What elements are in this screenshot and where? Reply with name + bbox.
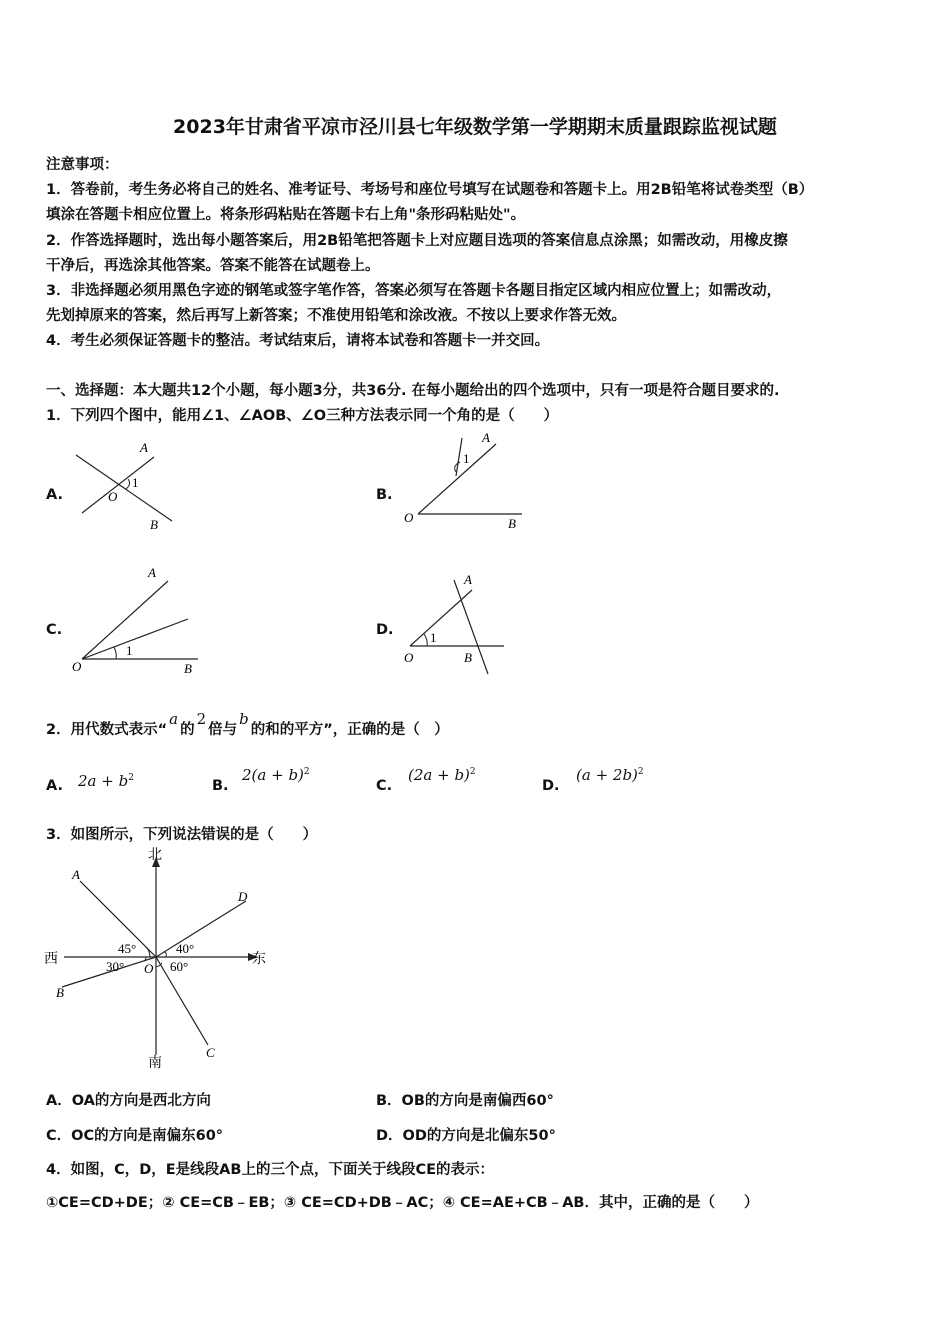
- q1-stem: 1．下列四个图中，能用∠1、∠AOB、∠O三种方法表示同一个角的是（ ）: [46, 408, 559, 424]
- label-1: 1: [126, 643, 133, 658]
- label-A: A: [482, 430, 490, 445]
- label-40-deg: 40°: [176, 941, 195, 956]
- label-A: A: [148, 565, 156, 580]
- q3-compass-figure: [40, 845, 280, 1070]
- label-30-deg: 30°: [106, 959, 125, 974]
- q4-statements: ①CE=CD+DE；② CE=CB﹣EB；③ CE=CD+DB﹣AC；④ CE=AE+CB﹣AB．其中，正确的是（ ）: [46, 1195, 759, 1211]
- label-B: B: [184, 661, 192, 675]
- q2-option-a-label: A.: [46, 778, 63, 794]
- q1-option-a-label: A.: [46, 487, 63, 503]
- q3-stem: 3．如图所示，下列说法错误的是（ ）: [46, 827, 318, 843]
- label-O: O: [108, 489, 118, 504]
- notice-line: 1．答卷前，考生务必将自己的姓名、准考证号、考场号和座位号填写在试题卷和答题卡上。用2B铅笔将试卷类型（B）: [46, 182, 814, 198]
- q2-var-a: a: [169, 710, 179, 728]
- q2-option-d-label: D.: [542, 778, 560, 794]
- label-O: O: [72, 659, 82, 674]
- q2-option-c-label: C.: [376, 778, 393, 794]
- q2-option-d-expr: $(a + 2b)^2$: [576, 766, 644, 784]
- notice-line: 2．作答选择题时，选出每小题答案后，用2B铅笔把答题卡上对应题目选项的答案信息点涂黑；如需改动，用橡皮擦: [46, 233, 788, 249]
- q3-option-b: B．OB的方向是南偏西60°: [376, 1093, 554, 1109]
- notice-heading: 注意事项：: [46, 157, 119, 173]
- label-B: B: [464, 650, 472, 665]
- q2-option-c-expr: $(2a + b)^2$: [408, 766, 476, 784]
- q1-figure-c: [70, 563, 200, 675]
- notice-line: 先划掉原来的答案，然后再写上新答案；不准使用铅笔和涂改液。不按以上要求作答无效。: [46, 308, 626, 324]
- q1-figure-b: [398, 428, 528, 533]
- q1-option-c-label: C.: [46, 622, 63, 638]
- q1-option-d-label: D.: [376, 622, 394, 638]
- q2-stem: [46, 710, 449, 739]
- label-D: D: [238, 889, 248, 904]
- label-south: 南: [148, 1055, 162, 1070]
- q2-option-b-expr: $2(a + b)^2$: [242, 766, 310, 784]
- label-B: B: [56, 985, 64, 1000]
- q1-option-b-label: B.: [376, 487, 393, 503]
- q3-option-c: C．OC的方向是南偏东60°: [46, 1128, 224, 1144]
- notice-line: 3．非选择题必须用黑色字迹的钢笔或签字笔作答，答案必须写在答题卡各题目指定区域内相应位置上；如需改动，: [46, 283, 782, 299]
- label-60-deg: 60°: [170, 959, 189, 974]
- q3-option-a: A．OA的方向是西北方向: [46, 1093, 211, 1109]
- q2-option-b-label: B.: [212, 778, 229, 794]
- label-A: A: [140, 440, 148, 455]
- q2-two: 2: [196, 710, 207, 728]
- label-C: C: [206, 1045, 215, 1060]
- q1-figure-a: [70, 435, 180, 535]
- q2-de: 的: [180, 722, 195, 738]
- label-B: B: [150, 517, 158, 532]
- label-45-deg: 45°: [118, 941, 137, 956]
- label-west: 西: [44, 951, 58, 967]
- label-O: O: [404, 650, 414, 665]
- label-A: A: [72, 867, 80, 882]
- q2-stem-pre: 2．用代数式表示“: [46, 722, 168, 738]
- notice-line: 填涂在答题卡相应位置上。将条形码粘贴在答题卡右上角"条形码粘贴处"。: [46, 207, 526, 223]
- q2-bei: 倍与: [208, 722, 238, 738]
- section-heading: 一、选择题：本大题共12个小题，每小题3分，共36分. 在每小题给出的四个选项中，只有一项是符合题目要求的.: [46, 383, 780, 399]
- page-title: 2023年甘肃省平凉市泾川县七年级数学第一学期期末质量跟踪监视试题: [173, 116, 777, 138]
- q2-option-a-expr: $2a + b^2$: [78, 772, 134, 790]
- label-1: 1: [463, 451, 470, 466]
- label-O: O: [144, 961, 154, 976]
- label-A: A: [464, 572, 472, 587]
- notice-line: 干净后，再选涂其他答案。答案不能答在试题卷上。: [46, 258, 380, 274]
- q4-stem: 4．如图，C，D，E是线段AB上的三个点，下面关于线段CE的表示：: [46, 1162, 494, 1178]
- q1-figure-d: [400, 570, 510, 680]
- q3-option-d: D．OD的方向是北偏东50°: [376, 1128, 556, 1144]
- label-east: 东: [252, 951, 266, 967]
- notice-line: 4．考生必须保证答题卡的整洁。考试结束后，请将本试卷和答题卡一并交回。: [46, 333, 550, 349]
- label-B: B: [508, 516, 516, 531]
- label-1: 1: [430, 630, 437, 645]
- label-1: 1: [132, 475, 139, 490]
- q2-var-b: b: [239, 710, 249, 728]
- label-O: O: [404, 510, 414, 525]
- q2-stem-post: 的和的平方”，正确的是（ ）: [250, 722, 449, 738]
- label-north: 北: [148, 847, 162, 863]
